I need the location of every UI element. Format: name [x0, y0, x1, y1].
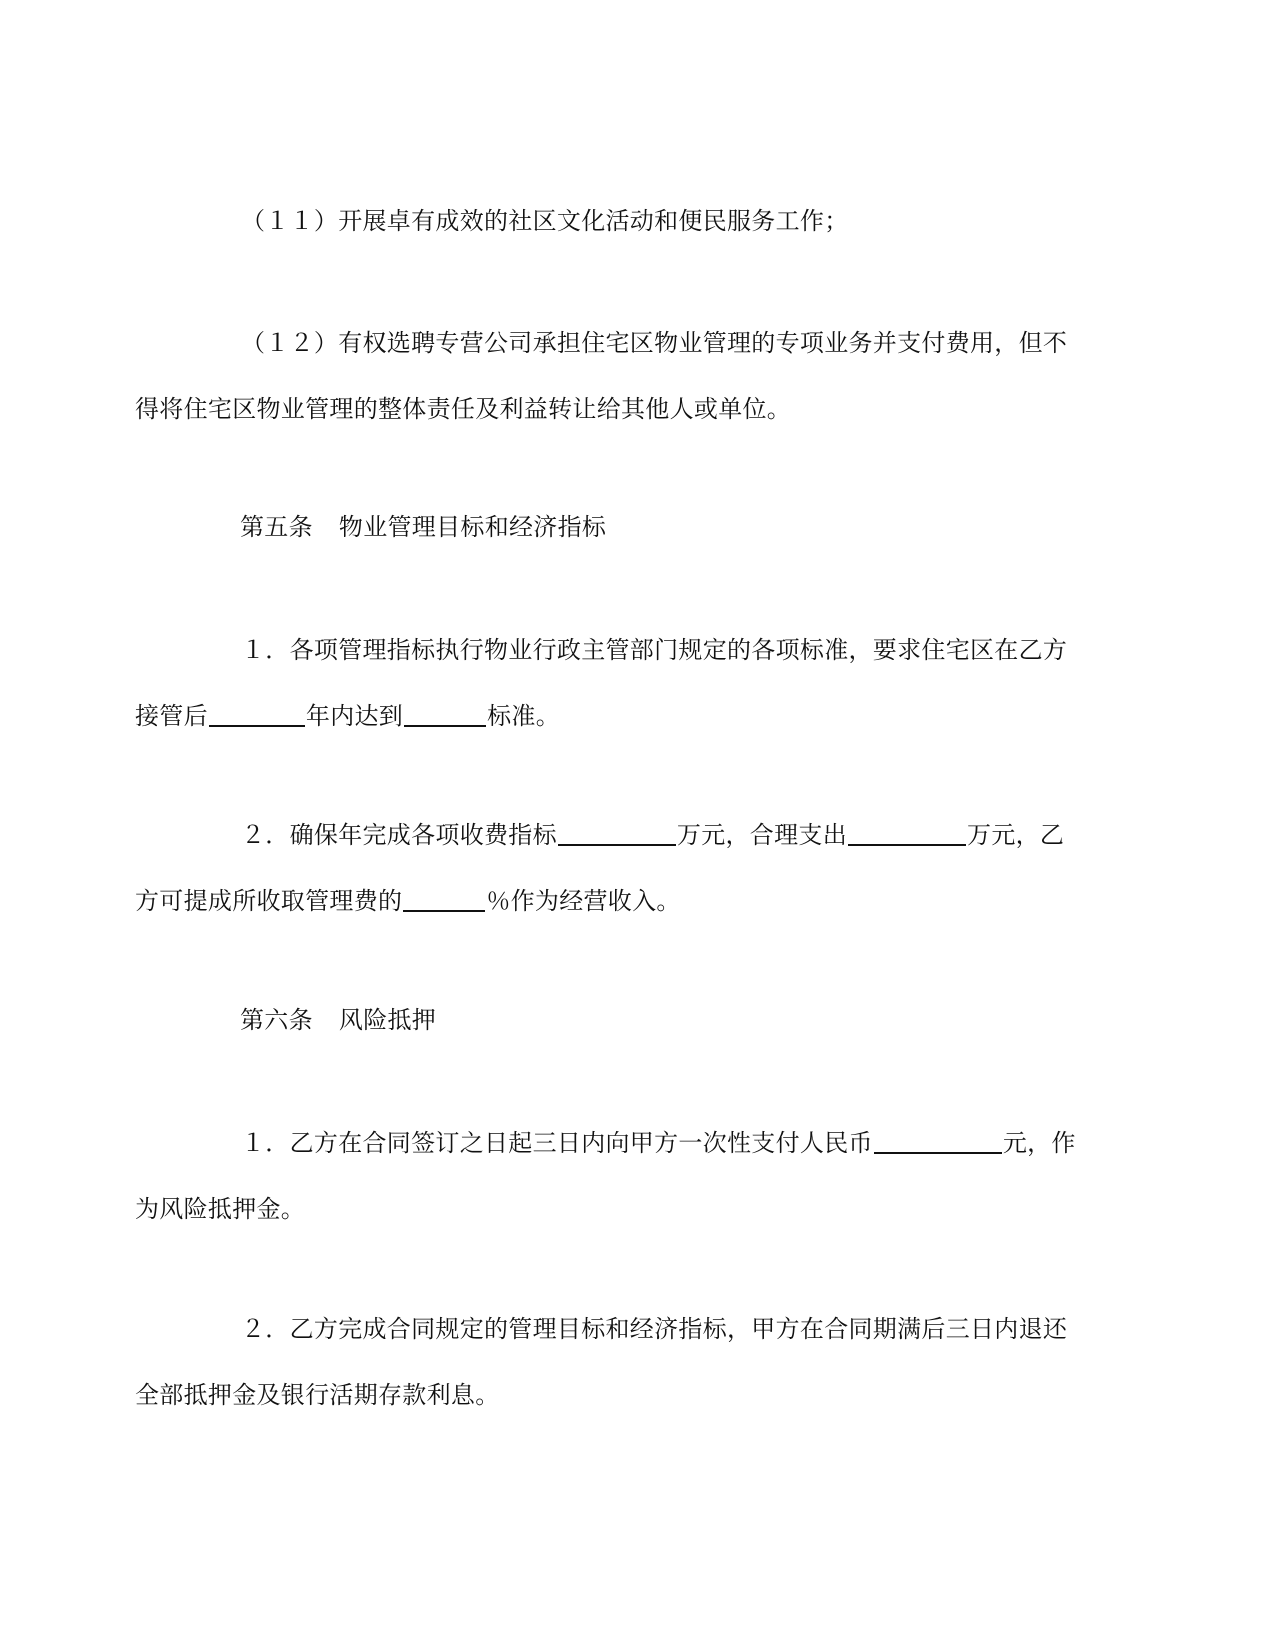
- blank-line-fee-target: [558, 822, 676, 846]
- blank-line-deposit-amount: [874, 1130, 1002, 1154]
- article-6-item-2-line1: ２．乙方完成合同规定的管理目标和经济指标，甲方在合同期满后三日内退还: [241, 1315, 1068, 1343]
- article-6-heading: [240, 987, 1140, 1053]
- article-6-item-1-line1: [241, 1129, 1076, 1157]
- text-segment: 元，作: [1002, 1129, 1076, 1157]
- paragraph-item-12: [135, 310, 1088, 442]
- paragraph-item-11: [188, 188, 1088, 254]
- text-segment: ２．确保年完成各项收费指标: [241, 821, 557, 849]
- article-5-item-1-line2: [135, 702, 560, 730]
- article-5-item-1-line1: １．各项管理指标执行物业行政主管部门规定的各项标准，要求住宅区在乙方: [241, 636, 1068, 664]
- blank-line-standard: [404, 703, 486, 727]
- article-5-item-2-line2: [135, 887, 681, 915]
- article-5-heading: [240, 494, 1140, 560]
- text-segment: ％作为经营收入。: [486, 887, 681, 915]
- item-11-text: （１１）开展卓有成效的社区文化活动和便民服务工作；: [241, 207, 849, 235]
- text-segment: 万元，乙: [967, 821, 1065, 849]
- text-segment: 标准。: [487, 702, 561, 730]
- text-segment: 万元，合理支出: [676, 821, 848, 849]
- article-5-number: 第五条: [240, 513, 313, 541]
- text-segment: 接管后: [135, 702, 208, 730]
- article-6-item-2-line2: 全部抵押金及银行活期存款利息。: [135, 1381, 500, 1409]
- article-6-item-1-line2: 为风险抵押金。: [135, 1195, 306, 1223]
- blank-line-years: [209, 703, 305, 727]
- item-12-text-line1: （１２）有权选聘专营公司承担住宅区物业管理的专项业务并支付费用，但不: [241, 329, 1068, 357]
- text-segment: 方可提成所收取管理费的: [135, 887, 403, 915]
- item-12-text-line2: 得将住宅区物业管理的整体责任及利益转让给其他人或单位。: [135, 395, 792, 423]
- article-6-item-2: [135, 1296, 1088, 1428]
- article-5-item-2: [135, 802, 1088, 934]
- blank-line-percentage: [403, 888, 485, 912]
- article-6-title: 风险抵押: [338, 1006, 437, 1034]
- article-5-item-1: [135, 617, 1088, 749]
- text-segment: 年内达到: [305, 702, 404, 730]
- article-6-item-1: [135, 1110, 1088, 1242]
- blank-line-expenditure: [848, 822, 966, 846]
- article-6-number: 第六条: [240, 1006, 313, 1034]
- article-5-title: 物业管理目标和经济指标: [338, 513, 607, 541]
- article-5-item-2-line1: [241, 821, 1064, 849]
- text-segment: １．乙方在合同签订之日起三日内向甲方一次性支付人民币: [241, 1129, 873, 1157]
